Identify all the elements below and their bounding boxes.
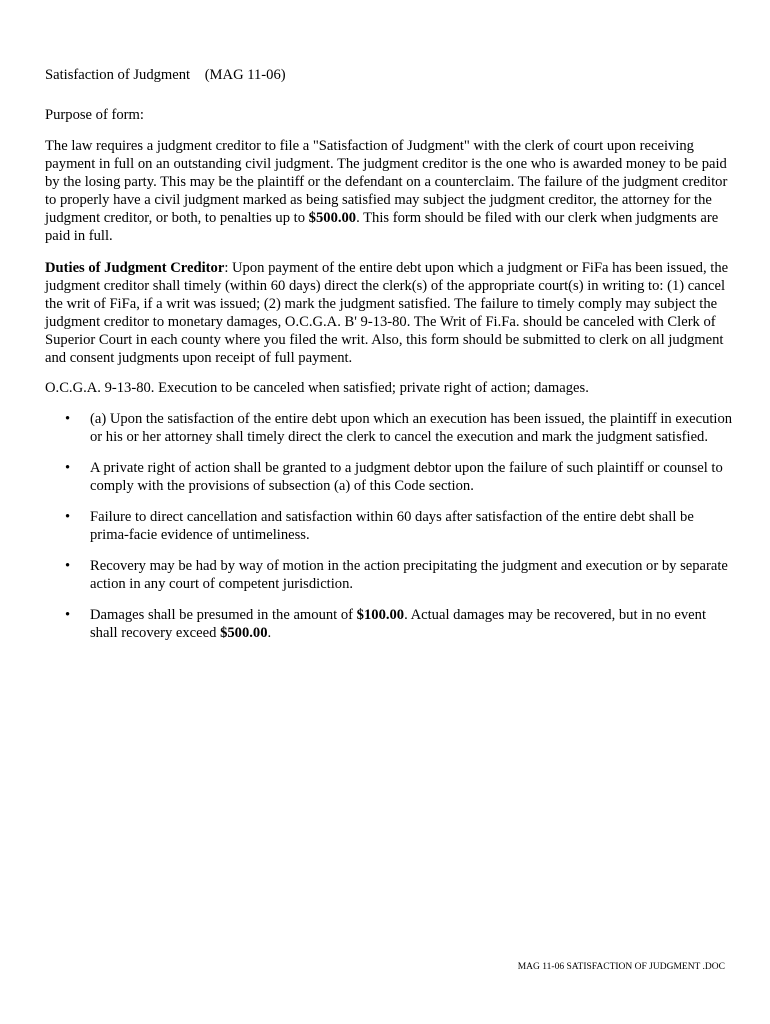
- list-item-text: Failure to direct cancellation and satisfaction within 60 days after satisfaction of the entire debt shall be prima-facie evidence of untimeliness.: [90, 509, 694, 543]
- list-item: [45, 606, 735, 642]
- list-item-text: [90, 607, 706, 641]
- bullet-icon: •: [65, 460, 71, 476]
- list-item: [45, 557, 735, 593]
- bullet-icon: •: [65, 509, 71, 525]
- statute-heading: O.C.G.A. 9-13-80. Execution to be canceled when satisfied; private right of action; damages.: [45, 380, 589, 396]
- bullet-icon: •: [65, 607, 71, 623]
- damages-text-after: .: [267, 625, 272, 641]
- document-title: Satisfaction of Judgment (MAG 11-06): [45, 67, 286, 83]
- penalty-amount: $500.00: [308, 210, 357, 226]
- page-footer: MAG 11-06 SATISFACTION OF JUDGMENT .DOC: [517, 962, 725, 972]
- damages-text-before: Damages shall be presumed in the amount of: [90, 607, 357, 623]
- purpose-label: Purpose of form:: [45, 107, 144, 123]
- list-item: [45, 508, 735, 544]
- purpose-text-after: . This form should be filed with our clerk when judgments are paid in full.: [45, 210, 719, 244]
- list-item: [45, 459, 735, 495]
- max-recovery-amount: $500.00: [220, 625, 268, 641]
- bullet-icon: •: [65, 558, 71, 574]
- statute-bullet-list: [45, 410, 735, 655]
- list-item: [45, 410, 735, 446]
- bullet-icon: •: [65, 411, 71, 427]
- purpose-text-before: The law requires a judgment creditor to file a "Satisfaction of Judgment" with the clerk of court upon receiving payment in full on an outstanding civil judgment. The judgment creditor is the one who is awarded money to be paid by the losing party. This may be the plaintiff or the defendant on a counterclaim. The failure of the judgment creditor to properly have a civil judgment marked as being satisfied may subject the judgment creditor, the attorney for the judgment creditor, or both, to penalties up to: [45, 138, 728, 226]
- list-item-text: (a) Upon the satisfaction of the entire debt upon which an execution has been issued, the plaintiff in execution or his or her attorney shall timely direct the clerk to cancel the execution and mark the judgment satisfied.: [90, 411, 733, 445]
- duties-text: : Upon payment of the entire debt upon which a judgment or FiFa has been issued, the judgment creditor shall timely (within 60 days) direct the clerk(s) of the appropriate court(s) in writing to: (1) cancel the writ of FiFa, if a writ was issued; (2) mark the judgment satisfied. The failure to timely comply may subject the judgment creditor to monetary damages, O.C.G.A. B' 9-13-80. The Writ of Fi.Fa. should be canceled with Clerk of Superior Court in each county where you filed the writ. Also, this form should be submitted to clerk on all judgment and consent judgments upon receipt of full payment.: [45, 260, 729, 366]
- purpose-paragraph: [45, 137, 735, 245]
- list-item-text: A private right of action shall be granted to a judgment debtor upon the failure of such plaintiff or counsel to comply with the provisions of subsection (a) of this Code section.: [90, 460, 723, 494]
- list-item-text: Recovery may be had by way of motion in the action precipitating the judgment and execution or by separate action in any court of competent jurisdiction.: [90, 558, 728, 592]
- damages-text-middle: . Actual damages may be recovered, but in no event shall recovery exceed: [90, 607, 707, 641]
- presumed-damages-amount: $100.00: [356, 607, 405, 623]
- duties-heading: Duties of Judgment Creditor: [45, 260, 225, 276]
- duties-paragraph: [45, 259, 735, 367]
